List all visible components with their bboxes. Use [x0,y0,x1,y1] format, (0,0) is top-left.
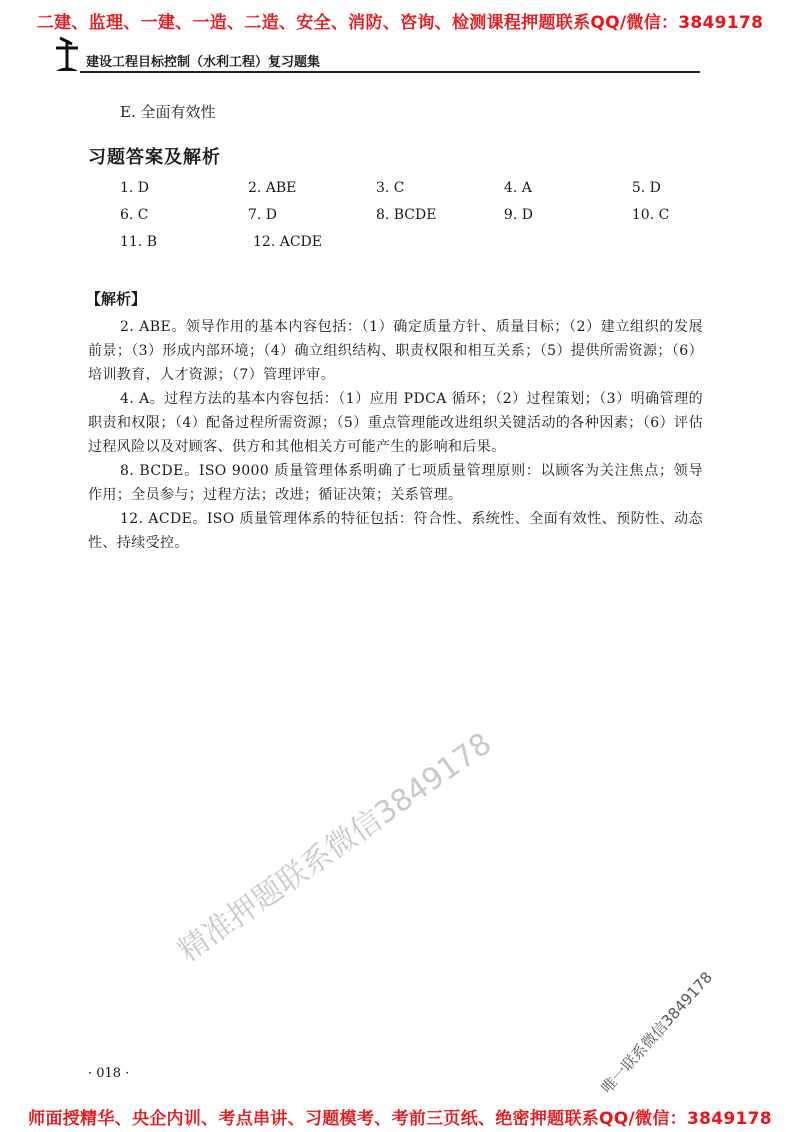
page-number: · 018 · [88,1066,130,1081]
answer-item: 1. D [120,180,150,196]
header-rule [80,71,700,73]
answer-item: 3. C [375,180,405,196]
page-header [52,34,700,74]
answer-item: 9. D [503,207,533,223]
answer-item: 5. D [631,180,661,196]
analysis-paragraph: 8. BCDE。ISO 9000 质量管理体系明确了七项质量管理原则：以顾客为关注焦点；领导作用；全员参与；过程方法；改进；循证决策；关系管理。 [88,463,703,503]
answer-key [120,180,680,261]
book-logo-icon [52,34,82,74]
option-e: E. 全面有效性 [120,103,216,121]
answer-item: 7. D [247,207,278,223]
answer-row [120,207,680,234]
answer-item: 12. ACDE [253,234,322,250]
bottom-ad-banner: 师面授精华、央企内训、考点串讲、习题模考、考前三页纸、绝密押题联系QQ/微信：3849178 [28,1109,772,1129]
section-title: 习题答案及解析 [88,147,221,168]
answer-item: 8. BCDE [375,207,437,223]
analysis-body [88,315,703,555]
analysis-paragraph: 4. A。过程方法的基本内容包括：（1）应用 PDCA 循环；（2）过程策划；（3）明确管理的职责和权限；（4）配备过程所需资源；（5）重点管理能改进组织关键活动的各种因素；（6）评估过程风险以及对顾客、供方和其他相关方可能产生的影响和后果。 [88,391,703,455]
answer-item: 11. B [120,234,158,250]
answer-item: 6. C [120,207,149,223]
analysis-heading: 【解析】 [86,290,147,308]
answer-row [120,180,680,207]
answer-item: 10. C [631,207,670,223]
top-ad-banner: 二建、监理、一建、一造、二造、安全、消防、咨询、检测课程押题联系QQ/微信：3849178 [36,13,764,33]
diagonal-watermark: 精准押题联系微信3849178 [171,726,499,970]
analysis-paragraph: 12. ACDE。ISO 质量管理体系的特征包括：符合性、系统性、全面有效性、预防性、动态性、持续受控。 [88,511,703,551]
answer-row [120,234,680,261]
corner-watermark: 唯一联系微信3849178 [597,968,716,1097]
analysis-paragraph: 2. ABE。领导作用的基本内容包括：（1）确定质量方针、质量目标；（2）建立组织的发展前景；（3）形成内部环境；（4）确立组织结构、职责权限和相互关系；（5）提供所需资源；（6）培训教育，人才资源；（7）管理评审。 [88,319,703,383]
book-title: 建设工程目标控制（水利工程）复习题集 [86,55,321,70]
answer-item: 2. ABE [247,180,297,196]
answer-item: 4. A [503,180,532,196]
